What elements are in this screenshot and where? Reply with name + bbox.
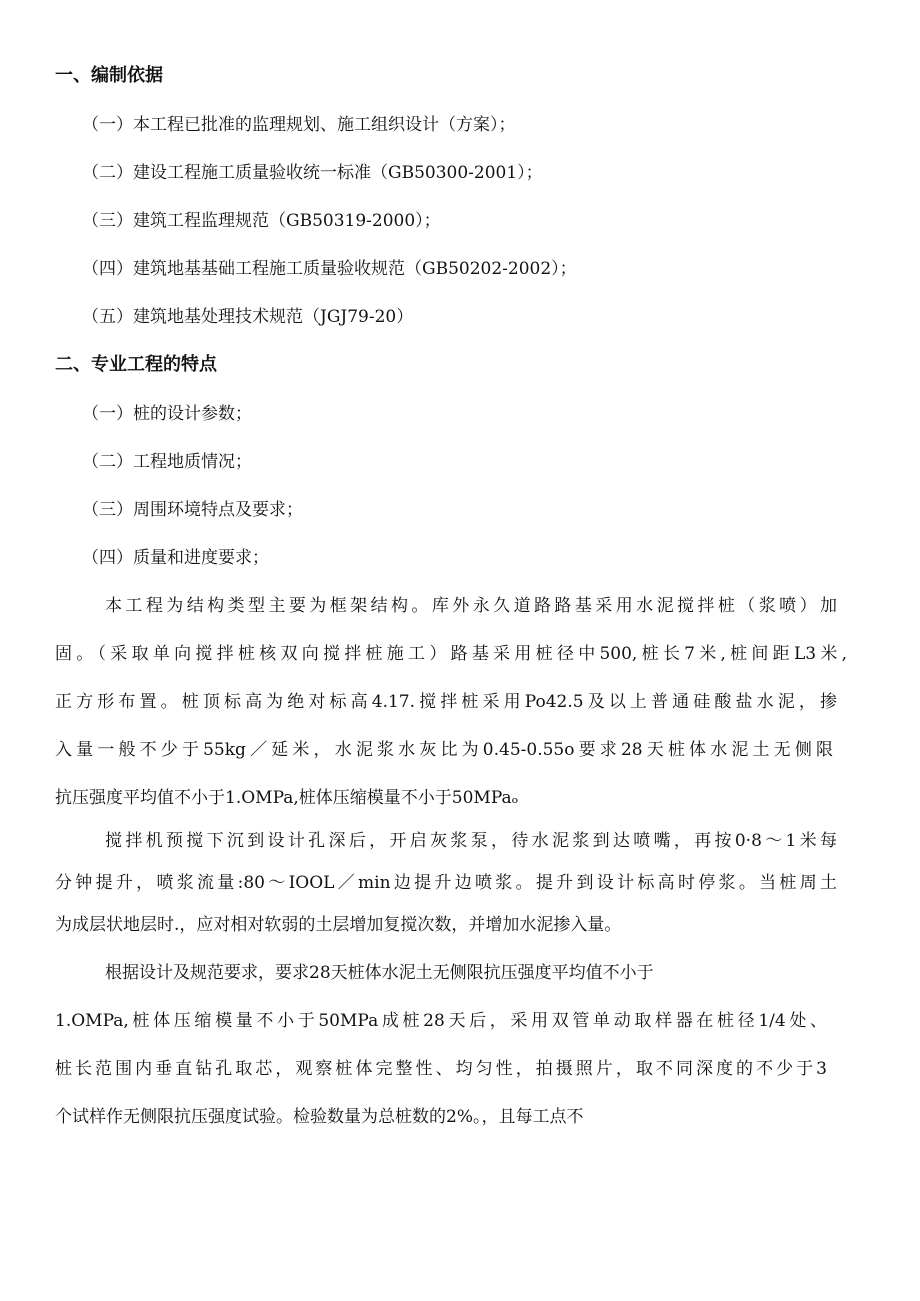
paragraph3-line-3: 桩长范围内垂直钻孔取芯，观察桩体完整性、均匀性，拍摄照片，取不同深度的不少于3 [55, 1059, 827, 1079]
paragraph2-line-2: 分钟提升，喷浆流量:80～IOOL／min边提升边喷浆。提升到设计标高时停浆。当桩周土 [55, 873, 837, 893]
feature-item-4: （四）质量和进度要求； [82, 548, 269, 568]
paragraph1-line-1: 本工程为结构类型主要为框架结构。库外永久道路路基采用水泥搅拌桩（浆喷）加 [105, 596, 837, 616]
feature-item-1: （一）桩的设计参数； [82, 404, 252, 424]
basis-item-3: （三）建筑工程监理规范（GB50319-2000）； [82, 211, 441, 231]
feature-item-3: （三）周围环境特点及要求； [82, 500, 303, 520]
basis-item-1: （一）本工程已批准的监理规划、施工组织设计（方案）； [82, 115, 516, 135]
paragraph2-line-1: 搅拌机预搅下沉到设计孔深后，开启灰浆泵，待水泥浆到达喷嘴，再按0·8～1米每 [105, 831, 837, 851]
basis-item-5: （五）建筑地基处理技术规范（JGJ79-20） [82, 307, 414, 327]
section-heading-features: 二、专业工程的特点 [55, 354, 217, 375]
basis-item-2: （二）建设工程施工质量验收统一标准（GB50300-2001）； [82, 163, 543, 183]
paragraph1-line-3: 正方形布置。桩顶标高为绝对标高4.17.搅拌桩采用Po42.5及以上普通硅酸盐水泥，掺 [55, 692, 837, 712]
paragraph1-line-2: 固。（采取单向搅拌桩核双向搅拌桩施工）路基采用桩径中500,桩长7米,桩间距L3米, [55, 644, 847, 664]
section-heading-basis: 一、编制依据 [55, 65, 163, 86]
paragraph2-line-3: 为成层状地层时.，应对相对软弱的土层增加复搅次数，并增加水泥掺入量。 [55, 915, 622, 935]
feature-item-2: （二）工程地质情况； [82, 452, 252, 472]
paragraph1-line-5: 抗压强度平均值不小于1.OMPa,桩体压缩模量不小于50MPaₒ [55, 788, 519, 808]
paragraph3-line-2: 1.OMPa,桩体压缩模量不小于50MPa成桩28天后，采用双管单动取样器在桩径1/4处、 [55, 1011, 827, 1031]
paragraph3-line-1: 根据设计及规范要求，要求28天桩体水泥土无侧限抗压强度平均值不小于 [105, 963, 654, 983]
paragraph1-line-4: 入量一般不少于55kg／延米，水泥浆水灰比为0.45-0.55o要求28天桩体水泥土无侧限 [55, 740, 833, 760]
basis-item-4: （四）建筑地基基础工程施工质量验收规范（GB50202-2002）； [82, 259, 577, 279]
paragraph3-line-4: 个试样作无侧限抗压强度试验。检验数量为总桩数的2%。，且每工点不 [55, 1107, 584, 1127]
